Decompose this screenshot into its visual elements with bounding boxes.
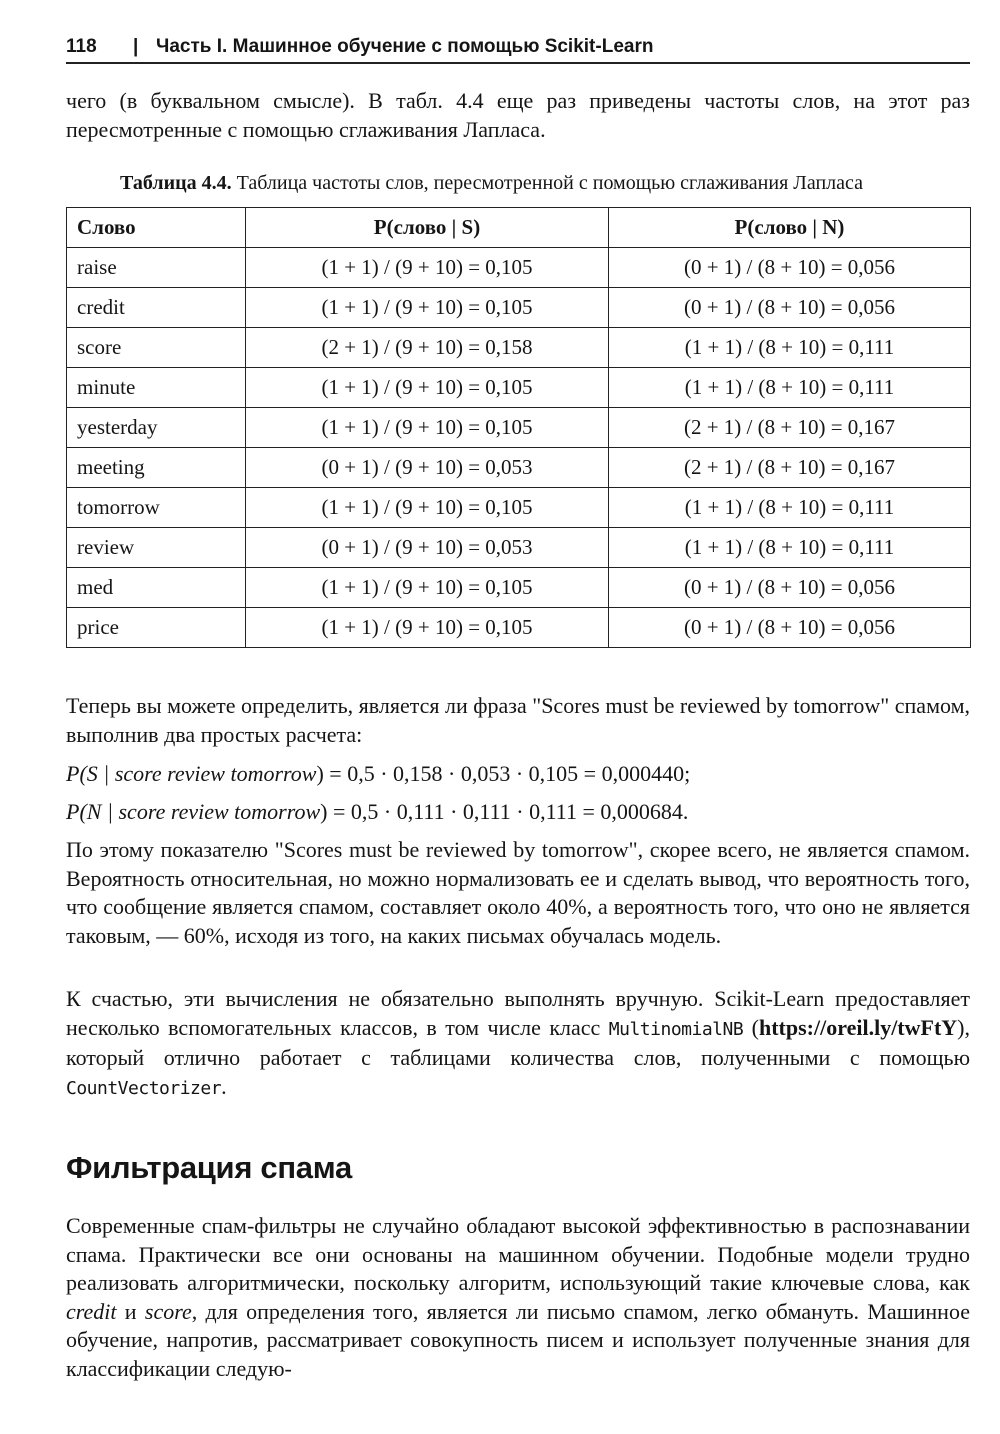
word-cell: credit bbox=[67, 288, 246, 328]
p-ham-cell: (1 + 1) / (8 + 10) = 0,111 bbox=[609, 368, 971, 408]
formula-ham-rhs: ) = 0,5 · 0,111 · 0,111 · 0,111 = 0,000684. bbox=[320, 799, 689, 824]
p-spam-cell: (1 + 1) / (9 + 10) = 0,105 bbox=[246, 568, 609, 608]
table-row bbox=[67, 288, 971, 328]
word-cell: meeting bbox=[67, 448, 246, 488]
table-row bbox=[67, 488, 971, 528]
table-caption-label: Таблица 4.4. bbox=[120, 172, 232, 194]
table-row bbox=[67, 328, 971, 368]
table-caption bbox=[120, 170, 970, 196]
p-spam-cell: (1 + 1) / (9 + 10) = 0,105 bbox=[246, 288, 609, 328]
p-ham-cell: (0 + 1) / (8 + 10) = 0,056 bbox=[609, 608, 971, 648]
multinomialnb-code: MultinomialNB bbox=[608, 1018, 744, 1040]
p-ham-cell: (2 + 1) / (8 + 10) = 0,167 bbox=[609, 448, 971, 488]
formula-ham-condition: score review tomorrow bbox=[118, 799, 321, 824]
sklearn-paragraph bbox=[66, 985, 970, 1103]
p-ham-cell: (0 + 1) / (8 + 10) = 0,056 bbox=[609, 568, 971, 608]
table-row bbox=[67, 408, 971, 448]
section-heading: Фильтрация спама bbox=[66, 1150, 352, 1185]
p-ham-cell: (0 + 1) / (8 + 10) = 0,056 bbox=[609, 248, 971, 288]
result-paragraph: По этому показателю "Scores must be reviewed by tomorrow", скорее всего, не является спамом. Вероятность относительная, но можно нормализовать ее и сделать вывод, что вероятность того, что сообщение является спамом, составляет около 40%, а вероятность того, что оно не является таковым, — 60%, исходя из того, на каких письмах обучалась модель. bbox=[66, 837, 970, 948]
column-header-p-spam: P(слово | S) bbox=[246, 208, 609, 248]
p-ham-cell: (0 + 1) / (8 + 10) = 0,056 bbox=[609, 288, 971, 328]
sklearn-text-4: . bbox=[221, 1073, 227, 1099]
countvectorizer-code: CountVectorizer bbox=[66, 1077, 222, 1099]
formula-spam-condition: score review tomorrow bbox=[114, 761, 317, 786]
word-cell: yesterday bbox=[67, 408, 246, 448]
question-paragraph: Теперь вы можете определить, является ли фраза "Scores must be reviewed by tomorrow" спамом, выполнив два простых расчета: bbox=[66, 693, 970, 747]
column-header-p-ham: P(слово | N) bbox=[609, 208, 971, 248]
keyword-score: score bbox=[144, 1298, 192, 1324]
word-cell: raise bbox=[67, 248, 246, 288]
table-body bbox=[67, 248, 971, 648]
intro-paragraph: чего (в буквальном смысле). В табл. 4.4 еще раз приведены частоты слов, на этот раз пересмотренные с помощью сглаживания Лапласа. bbox=[66, 88, 970, 142]
p-spam-cell: (0 + 1) / (9 + 10) = 0,053 bbox=[246, 448, 609, 488]
table-row bbox=[67, 248, 971, 288]
header-separator: | bbox=[133, 36, 139, 57]
table-row bbox=[67, 528, 971, 568]
formula-spam-lhs: P(S | bbox=[66, 761, 115, 786]
running-title: Часть I. Машинное обучение с помощью Scikit-Learn bbox=[156, 36, 654, 57]
p-spam-cell: (1 + 1) / (9 + 10) = 0,105 bbox=[246, 408, 609, 448]
word-cell: tomorrow bbox=[67, 488, 246, 528]
section-text-3: , для определения того, является ли письмо спамом, легко обмануть. Машинное обучение, напротив, рассматривает совокупность писем и использует полученные знания для классификации следую- bbox=[66, 1298, 970, 1381]
table-caption-text: Таблица частоты слов, пересмотренной с помощью сглаживания Лапласа bbox=[236, 172, 864, 194]
spam-probability-formula bbox=[66, 760, 970, 788]
table-row bbox=[67, 608, 971, 648]
page-number: 118 bbox=[66, 36, 97, 57]
reference-link[interactable]: https://oreil.ly/twFtY bbox=[758, 1014, 958, 1040]
word-cell: score bbox=[67, 328, 246, 368]
sklearn-text-3: ), который отлично работает с таблицами количества слов, полученными с помощью bbox=[66, 1014, 970, 1070]
p-spam-cell: (1 + 1) / (9 + 10) = 0,105 bbox=[246, 248, 609, 288]
table-header-row bbox=[67, 208, 971, 248]
running-header bbox=[66, 36, 970, 64]
word-frequency-table bbox=[66, 207, 971, 648]
p-spam-cell: (2 + 1) / (9 + 10) = 0,158 bbox=[246, 328, 609, 368]
p-spam-cell: (0 + 1) / (9 + 10) = 0,053 bbox=[246, 528, 609, 568]
p-ham-cell: (2 + 1) / (8 + 10) = 0,167 bbox=[609, 408, 971, 448]
word-cell: review bbox=[67, 528, 246, 568]
section-text-2: и bbox=[116, 1298, 145, 1324]
word-cell: price bbox=[67, 608, 246, 648]
table-row bbox=[67, 568, 971, 608]
sklearn-text-1: К счастью, эти вычисления не обязательно выполнять вручную. Scikit-Learn предоставляет несколько вспомогательных классов, в том числе класс bbox=[66, 986, 970, 1040]
section-text-1: Современные спам-фильтры не случайно обладают высокой эффективностью в распознавании спама. Практически все они основаны на машинном обучении. Подобные модели трудно реализовать алгоритмически, поскольку алгоритм, использующий такие ключевые слова, как bbox=[66, 1213, 970, 1295]
formula-spam-rhs: ) = 0,5 · 0,158 · 0,053 · 0,105 = 0,000440; bbox=[316, 761, 691, 786]
p-spam-cell: (1 + 1) / (9 + 10) = 0,105 bbox=[246, 608, 609, 648]
table-row bbox=[67, 368, 971, 408]
column-header-word: Слово bbox=[67, 208, 246, 248]
p-ham-cell: (1 + 1) / (8 + 10) = 0,111 bbox=[609, 328, 971, 368]
p-spam-cell: (1 + 1) / (9 + 10) = 0,105 bbox=[246, 368, 609, 408]
p-ham-cell: (1 + 1) / (8 + 10) = 0,111 bbox=[609, 528, 971, 568]
formula-ham-lhs: P(N | bbox=[66, 799, 119, 824]
ham-probability-formula bbox=[66, 798, 970, 826]
word-cell: med bbox=[67, 568, 246, 608]
sklearn-text-2: ( bbox=[743, 1014, 759, 1040]
table-row bbox=[67, 448, 971, 488]
p-spam-cell: (1 + 1) / (9 + 10) = 0,105 bbox=[246, 488, 609, 528]
keyword-credit: credit bbox=[66, 1298, 117, 1324]
section-paragraph bbox=[66, 1212, 970, 1383]
p-ham-cell: (1 + 1) / (8 + 10) = 0,111 bbox=[609, 488, 971, 528]
word-cell: minute bbox=[67, 368, 246, 408]
